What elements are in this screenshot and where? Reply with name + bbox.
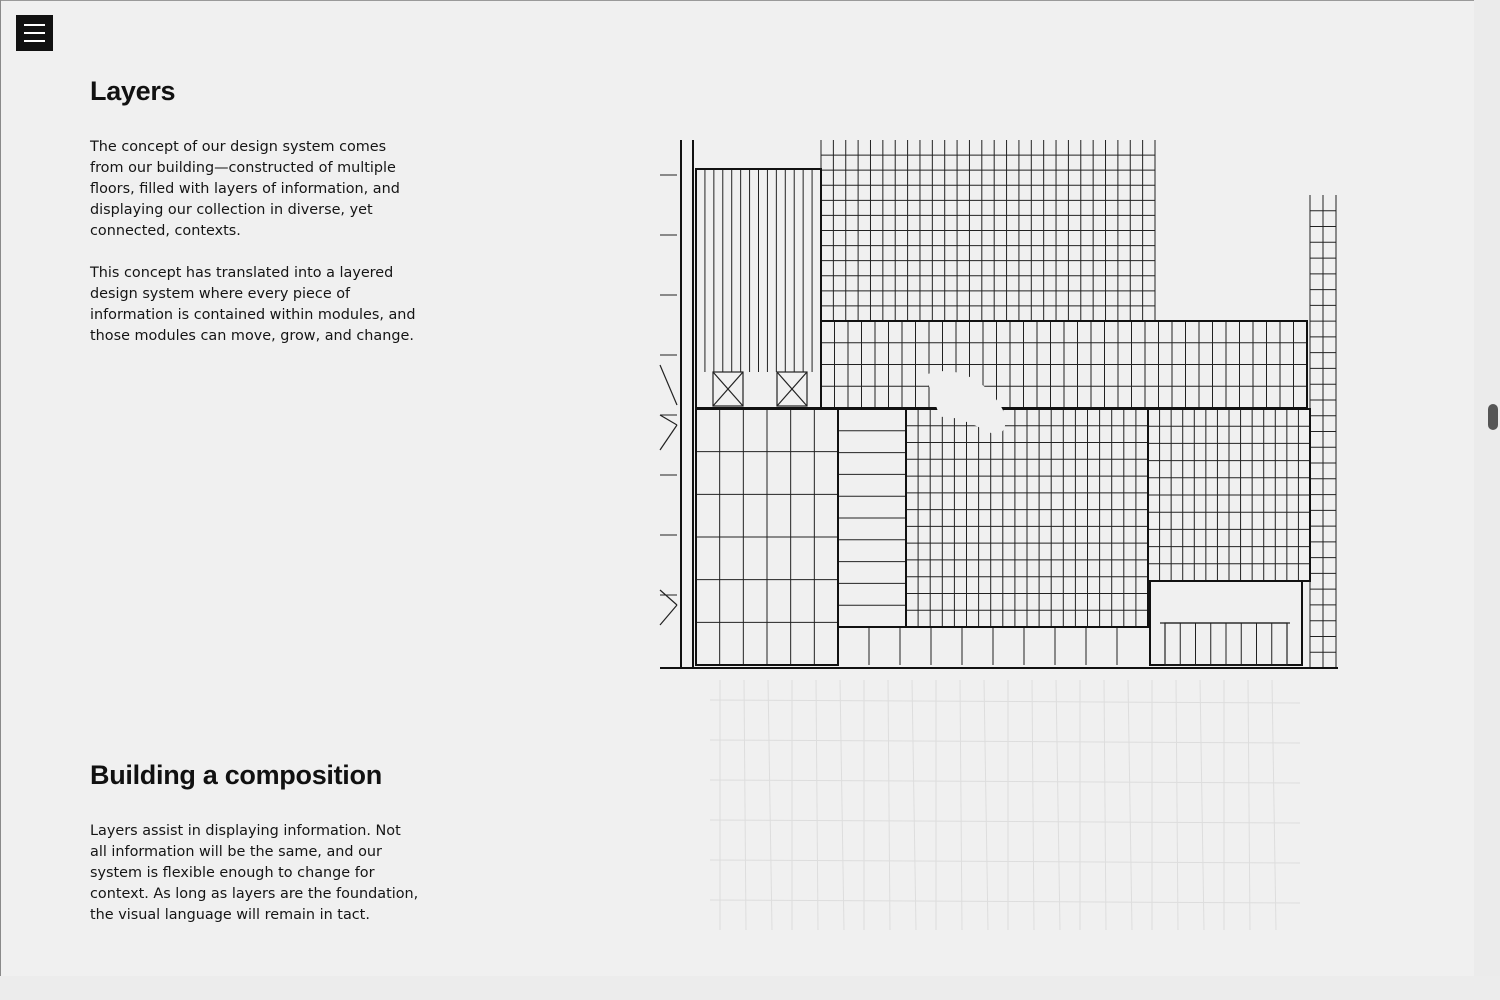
layers-paragraph-1: The concept of our design system comes from our building—constructed of multiple floors, filled with layers of information, and displaying our collection in diverse, yet connected, contexts. bbox=[90, 139, 400, 239]
faded-layer-drawing bbox=[700, 680, 1320, 940]
section-title-layers: Layers bbox=[90, 76, 176, 106]
menu-button[interactable] bbox=[16, 15, 53, 51]
composition-paragraph: Layers assist in displaying information. Not all information will be the same, and our system is flexible enough to change for context. As long as layers are the foundation, the visual language will remain in tact. bbox=[90, 823, 419, 923]
hamburger-menu-icon-line bbox=[24, 40, 45, 42]
scrollbar-thumb[interactable] bbox=[1488, 404, 1498, 430]
building-elevation-drawing bbox=[655, 135, 1345, 680]
window-top-border bbox=[0, 0, 1500, 1]
hamburger-menu-icon bbox=[24, 24, 45, 26]
hamburger-menu-icon-line bbox=[24, 32, 45, 34]
scrollbar-track[interactable] bbox=[1474, 0, 1500, 976]
bottom-strip bbox=[0, 976, 1500, 1000]
layers-paragraph-2: This concept has translated into a layered design system where every piece of information is contained within modules, and those modules can move, grow, and change. bbox=[90, 265, 416, 344]
window-left-border bbox=[0, 0, 1, 976]
section-title-building-composition: Building a composition bbox=[90, 760, 382, 790]
